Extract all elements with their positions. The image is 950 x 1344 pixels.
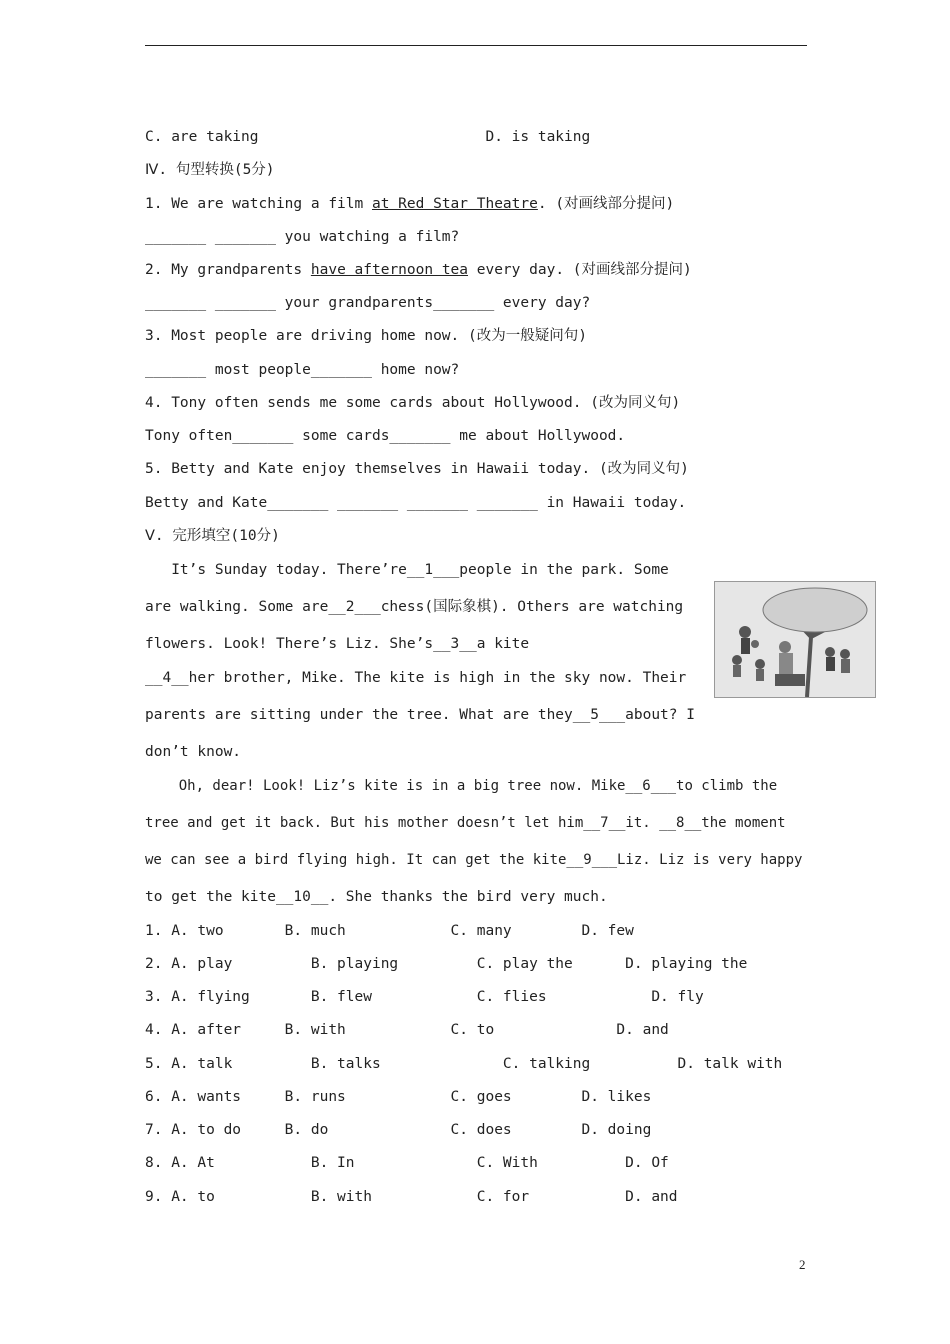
question-2: 2. My grandparents have afternoon tea every day. (对画线部分提问) [145,262,692,278]
passage-line: flowers. Look! There’s Liz. She’s__3__a kite [145,636,530,652]
underlined-phrase: have afternoon tea [310,262,469,278]
passage-line: tree and get it back. But his mother doesn’t let him__7__it. __8__the moment [145,815,786,831]
question-1: 1. We are watching a film at Red Star Theatre. (对画线部分提问) [145,196,675,212]
answer-line: Tony often_______ some cards_______ me about Hollywood. [145,428,626,444]
answer-line: Betty and Kate_______ _______ _______ _______ in Hawaii today. [145,495,687,511]
answer-line: _______ _______ your grandparents_______ every day? [145,295,591,311]
question-3: 3. Most people are driving home now. (改为一般疑问句) [145,328,587,344]
option-row: 7. A. to do B. do C. does D. doing [145,1122,652,1138]
passage-line: parents are sitting under the tree. What are they__5___about? I [145,707,695,723]
option-row: 9. A. to B. with C. for D. and [145,1189,678,1205]
passage-line: we can see a bird flying high. It can get the kite__9___Liz. Liz is very happy [145,852,803,868]
passage-line: It’s Sunday today. There’re__1___people in the park. Some [145,562,669,578]
passage-line: to get the kite__10__. She thanks the bird very much. [145,889,608,905]
text-line: C. are taking D. is taking [145,129,591,145]
underlined-phrase: at Red Star Theatre [371,196,538,212]
question-4: 4. Tony often sends me some cards about Hollywood. (改为同义句) [145,395,681,411]
option-row: 4. A. after B. with C. to D. and [145,1022,669,1038]
option-row: 1. A. two B. much C. many D. few [145,923,634,939]
park-illustration [714,581,876,698]
section-heading: Ⅳ. 句型转换(5分) [145,162,275,178]
option-row: 8. A. At B. In C. With D. Of [145,1155,669,1171]
answer-line: _______ most people_______ home now? [145,362,460,378]
option-row: 6. A. wants B. runs C. goes D. likes [145,1089,652,1105]
passage-line: __4__her brother, Mike. The kite is high in the sky now. Their [145,670,687,686]
passage-line: don’t know. [145,744,242,760]
option-row: 3. A. flying B. flew C. flies D. fly [145,989,704,1005]
header-rule [145,45,807,46]
passage-line: Oh, dear! Look! Liz’s kite is in a big tree now. Mike__6___to climb the [145,778,778,794]
answer-line: _______ _______ you watching a film? [145,229,460,245]
passage-line: are walking. Some are__2___chess(国际象棋). Others are watching [145,599,684,615]
section-heading: Ⅴ. 完形填空(10分) [145,528,280,544]
option-row: 2. A. play B. playing C. play the D. playing the [145,956,748,972]
question-5: 5. Betty and Kate enjoy themselves in Hawaii today. (改为同义句) [145,461,689,477]
option-row: 5. A. talk B. talks C. talking D. talk with [145,1056,783,1072]
page-number: 2 [799,1257,806,1272]
